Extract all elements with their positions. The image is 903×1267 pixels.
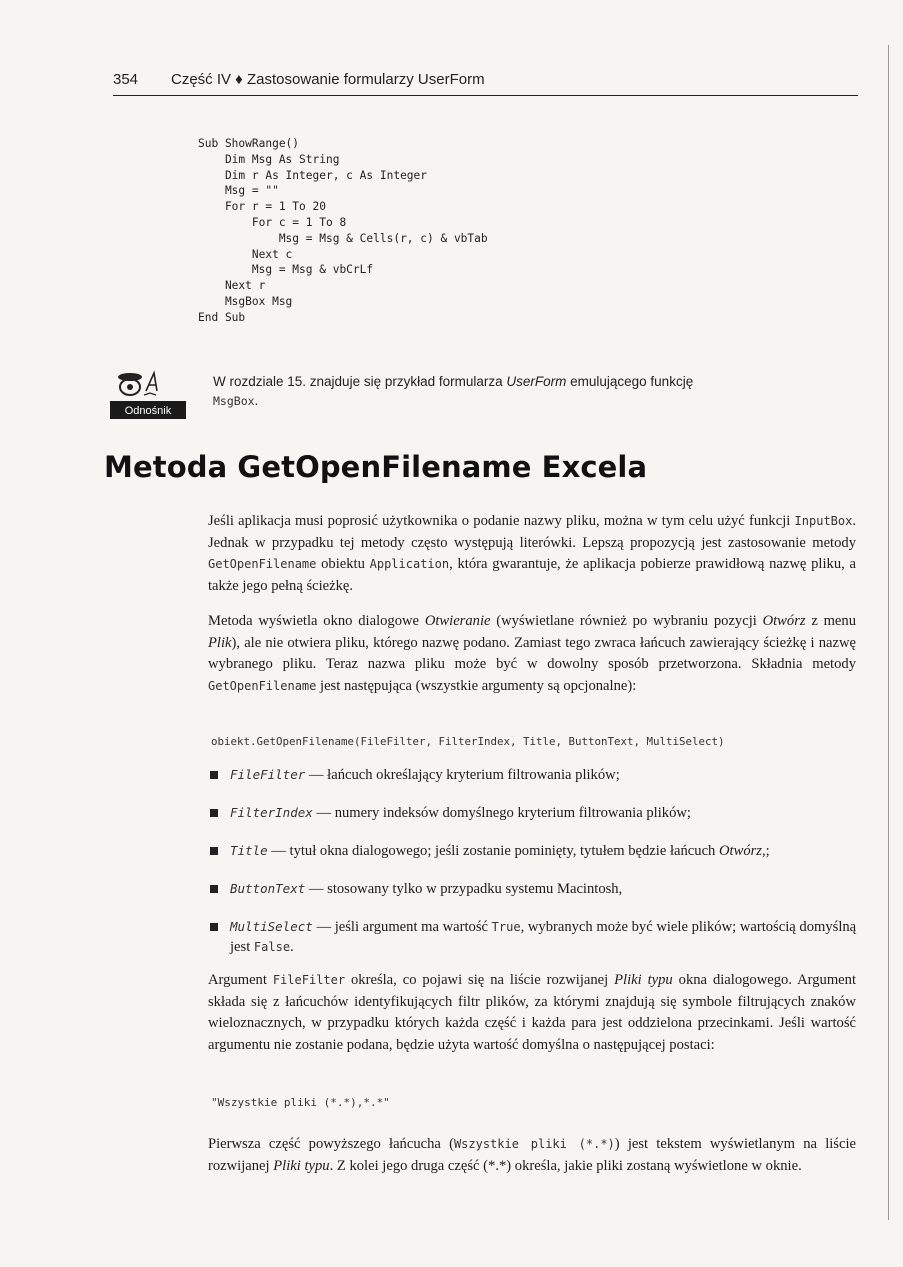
- code-line: For r = 1 To 20: [198, 200, 326, 214]
- page-edge: [888, 45, 889, 1220]
- paragraph-3: Argument FileFilter określa, co pojawi się na liście rozwijanej Pliki typu okna dialogowego. Argument składa się z łańcuchów identyfikujących filtr plików, za którymi znajdują się symbole filtrujących znaków wieloznacznych, w przypadku których każda część i każda para jest oddzielona przecinkami. Jeśli wartość argumentu nie zostanie podana, będzie użyta wartość domyślna o następującej postaci:: [208, 972, 856, 1053]
- code-line: End Sub: [198, 310, 246, 324]
- code-line: Sub ShowRange(): [198, 137, 300, 150]
- argument-list: [208, 765, 868, 975]
- code-line: For c = 1 To 8: [198, 215, 347, 229]
- header-rule: [113, 95, 858, 96]
- code-line: Next c: [198, 247, 293, 261]
- code-line: Dim Msg As String: [198, 152, 340, 166]
- code-line: MsgBox Msg: [198, 294, 293, 308]
- note-text: W rozdziale 15. znajduje się przykład formularza UserForm emulującego funkcję MsgBox.: [213, 374, 694, 408]
- code-line: Next r: [198, 279, 266, 293]
- list-item: MultiSelect — jeśli argument ma wartość True, wybranych może być wiele plików; wartością domyślną jest False.: [208, 917, 868, 957]
- paragraph-1: Jeśli aplikacja musi poprosić użytkownika o podanie nazwy pliku, można w tym celu użyć funkcji InputBox. Jednak w przypadku tej metody często występują literówki. Lepszą propozycją jest zastosowanie metody GetOpenFilename obiektu Application, która gwarantuje, że aplikacja pobierze prawidłową nazwę pliku, a także jego pełną ścieżkę.: [208, 513, 856, 594]
- list-item: FileFilter — łańcuch określający kryterium filtrowania plików;: [208, 765, 868, 785]
- syntax-line: obiekt.GetOpenFilename(FileFilter, FilterIndex, Title, ButtonText, MultiSelect): [211, 735, 725, 748]
- note-icon-graphic: [110, 367, 186, 419]
- list-item: FilterIndex — numery indeksów domyślnego kryterium filtrowania plików;: [208, 803, 868, 823]
- code-line: Dim r As Integer, c As Integer: [198, 168, 428, 182]
- page-number: 354: [113, 71, 139, 88]
- default-filter-value: "Wszystkie pliki (*.*),*.*": [211, 1096, 390, 1109]
- list-item: Title — tytuł okna dialogowego; jeśli zostanie pominięty, tytułem będzie łańcuch Otwórz,;: [208, 841, 868, 861]
- code-line: Msg = Msg & Cells(r, c) & vbTab: [198, 231, 488, 245]
- running-title: Część IV ♦ Zastosowanie formularzy UserForm: [171, 71, 485, 88]
- paragraph-2: Metoda wyświetla okno dialogowe Otwieranie (wyświetlane również po wybraniu pozycji Otwórz z menu Plik), ale nie otwiera pliku, którego nazwę podano. Zamiast tego zwraca łańcuch zawierający ścieżkę i nazwę wybranego pliku. Teraz nazwa pliku może być w dowolny sposób przetworzona. Składnia metody GetOpenFilename jest następująca (wszystkie argumenty są opcjonalne):: [208, 613, 856, 694]
- paragraph-4: Pierwsza część powyższego łańcucha (Wszystkie pliki (*.*)) jest tekstem wyświetlanym na liście rozwijanej Pliki typu. Z kolei jego druga część (*.*) określa, jakie pliki zostaną wyświetlone w oknie.: [208, 1136, 856, 1174]
- note-icon-label: Odnośnik: [124, 405, 172, 417]
- code-block: [198, 136, 488, 326]
- section-heading: Metoda GetOpenFilename Excela: [104, 450, 648, 484]
- code-line: Msg = "": [198, 184, 279, 198]
- code-line: Msg = Msg & vbCrLf: [198, 263, 374, 277]
- list-item: ButtonText — stosowany tylko w przypadku systemu Macintosh,: [208, 879, 868, 899]
- cross-reference-icon: [110, 367, 186, 419]
